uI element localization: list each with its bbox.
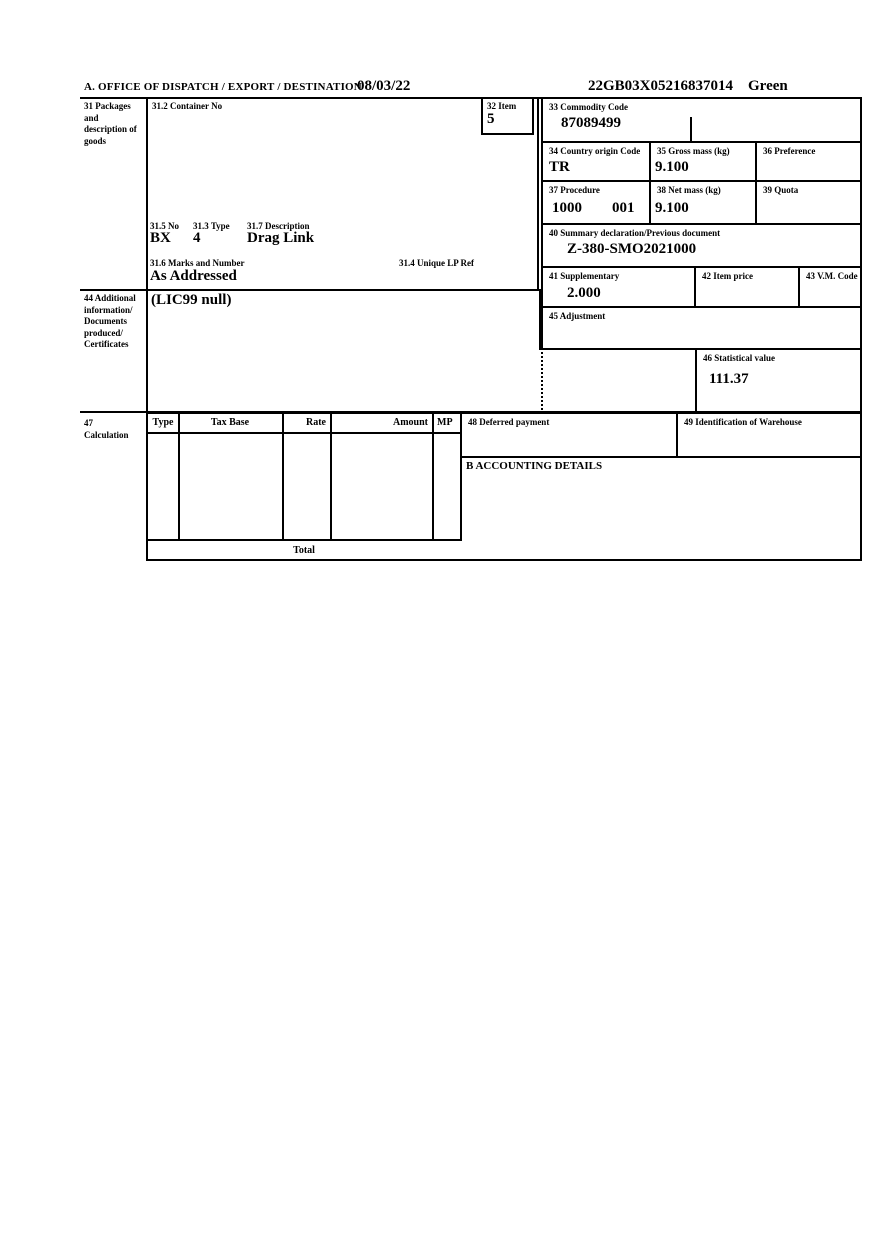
marks-value: As Addressed (150, 268, 237, 284)
box-38-net-mass (649, 180, 757, 225)
box-39-quota (755, 180, 862, 225)
box-44-label: 44 Additional information/ Documents produced/ Certificates (84, 293, 136, 349)
total-label: Total (293, 545, 315, 556)
package-type-value: 4 (193, 230, 201, 246)
col-header-rate: Rate (306, 417, 326, 428)
procedure-values (552, 200, 649, 216)
routing-status: Green (748, 78, 788, 94)
vm-code-label: 43 V.M. Code (806, 271, 858, 281)
deferred-payment-label: 48 Deferred payment (468, 417, 550, 427)
description-label: 31.7 Description (247, 221, 310, 231)
item-label: 32 Item (487, 101, 517, 111)
col-header-mp: MP (437, 417, 453, 428)
commodity-code-label: 33 Commodity Code (549, 102, 628, 112)
mrn-line (588, 78, 788, 95)
table-header-divider (148, 432, 460, 434)
procedure-value-2: 001 (612, 200, 635, 216)
box-33-commodity-code (541, 97, 862, 143)
statistical-value-label: 46 Statistical value (703, 353, 775, 363)
box-32-item (481, 97, 534, 135)
col-header-tax-base: Tax Base (210, 417, 250, 428)
gross-mass-value: 9.100 (655, 159, 689, 175)
box-41-supplementary (541, 266, 696, 308)
dotted-region (541, 348, 697, 414)
summary-declaration-value: Z-380-SMO2021000 (567, 241, 697, 257)
box-45-adjustment (541, 306, 862, 350)
package-type-label: 31.3 Type (193, 221, 230, 231)
net-mass-label: 38 Net mass (kg) (657, 185, 721, 195)
item-price-label: 42 Item price (702, 271, 753, 281)
box-37-procedure (541, 180, 651, 225)
box-47-label: 47 Calculation (84, 418, 129, 440)
package-no-label: 31.5 No (150, 221, 179, 231)
marks-label: 31.6 Marks and Number (150, 258, 245, 268)
procedure-label: 37 Procedure (549, 185, 600, 195)
dispatch-date: 08/03/22 (357, 78, 411, 94)
description-value: Drag Link (247, 230, 315, 246)
box-42-item-price (694, 266, 800, 308)
accounting-details-heading: B ACCOUNTING DETAILS (466, 460, 603, 472)
box-44-additional-info (146, 289, 541, 414)
box-34-origin (541, 141, 651, 182)
adjustment-label: 45 Adjustment (549, 311, 606, 321)
statistical-value: 111.37 (709, 371, 749, 387)
net-mass-value: 9.100 (655, 200, 689, 216)
procedure-value-1: 1000 (552, 200, 582, 216)
calculation-table (146, 412, 462, 541)
commodity-code-divider (690, 117, 692, 141)
box-49-warehouse (676, 412, 862, 458)
form-bottom-border (146, 559, 862, 561)
supplementary-value: 2.000 (567, 285, 601, 301)
box-43-vm-code (798, 266, 862, 308)
quota-label: 39 Quota (763, 185, 799, 195)
col-header-type: Type (152, 417, 174, 428)
summary-declaration-label: 40 Summary declaration/Previous document (549, 228, 721, 238)
col-header-amount: Amount (392, 417, 428, 428)
box-48-deferred-payment (460, 412, 678, 458)
warehouse-label: 49 Identification of Warehouse (684, 417, 802, 427)
origin-value: TR (549, 159, 570, 175)
box-40-summary-declaration (541, 223, 862, 268)
supplementary-label: 41 Supplementary (549, 271, 620, 281)
box-35-gross-mass (649, 141, 757, 182)
origin-label: 34 Country origin Code (549, 146, 641, 156)
office-of-dispatch-heading: A. OFFICE OF DISPATCH / EXPORT / DESTINATION (84, 81, 362, 93)
box-36-preference (755, 141, 862, 182)
lp-ref-label: 31.4 Unique LP Ref (399, 258, 475, 268)
box-46-statistical-value (695, 348, 862, 414)
commodity-code-value: 87089499 (561, 115, 621, 131)
package-no-value: BX (150, 230, 171, 246)
additional-info-value: (LIC99 null) (151, 292, 232, 308)
item-number-value: 5 (487, 111, 495, 127)
container-no-label: 31.2 Container No (152, 101, 223, 111)
mrn-value: 22GB03X05216837014 (588, 78, 734, 94)
gross-mass-label: 35 Gross mass (kg) (657, 146, 730, 156)
accounting-left-border (460, 456, 462, 540)
preference-label: 36 Preference (763, 146, 816, 156)
box-31-label: 31 Packages and description of goods (84, 101, 137, 146)
